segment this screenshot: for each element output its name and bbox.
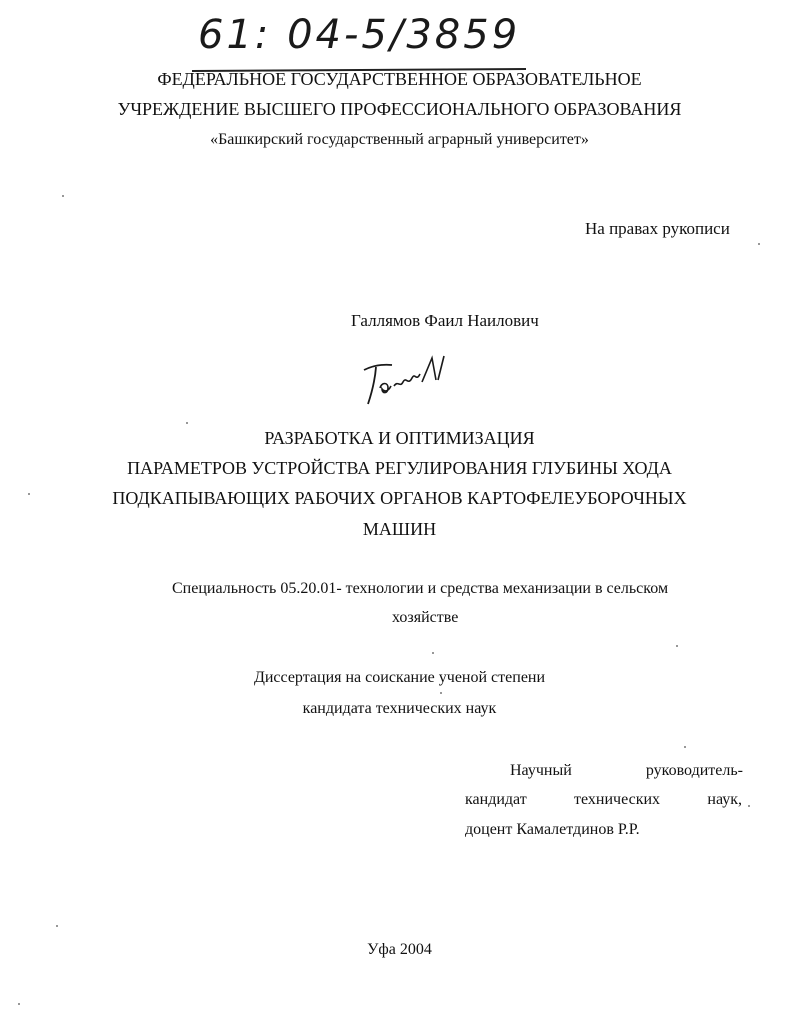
author-name: Галлямов Фаил Наилович — [351, 311, 539, 330]
supervisor-word: технических — [574, 791, 661, 808]
scan-speck — [676, 645, 678, 647]
supervisor-word: руководитель- — [645, 762, 743, 779]
supervisor-row-3: доцент Камалетдинов Р.Р. — [465, 821, 640, 838]
degree-line-2: кандидата технических наук — [302, 700, 497, 717]
specialty-line-2: хозяйстве — [392, 609, 459, 626]
scan-speck — [62, 195, 64, 197]
supervisor-word: Научный — [510, 762, 572, 779]
scan-speck — [186, 422, 188, 424]
scan-speck — [432, 652, 434, 654]
specialty-line-1: Специальность 05.20.01- технологии и средства механизации в сельском — [172, 580, 669, 597]
scan-speck — [56, 925, 58, 927]
scan-speck — [684, 746, 686, 748]
rights-note: На правах рукописи — [585, 219, 730, 238]
scan-speck — [440, 692, 442, 694]
supervisor-word: кандидат — [465, 791, 527, 808]
title-line-2: ПАРАМЕТРОВ УСТРОЙСТВА РЕГУЛИРОВАНИЯ ГЛУБИНЫ ХОДА — [127, 458, 672, 478]
scan-speck — [758, 243, 760, 245]
place-year: Уфа 2004 — [367, 941, 432, 958]
supervisor-row-2 — [465, 791, 742, 809]
institution-line-2: УЧРЕЖДЕНИЕ ВЫСШЕГО ПРОФЕССИОНАЛЬНОГО ОБРАЗОВАНИЯ — [117, 99, 682, 119]
author-signature — [358, 352, 450, 410]
scan-speck — [18, 1003, 20, 1005]
archive-number: 61: 04-5/3859 — [198, 12, 521, 58]
title-line-4: МАШИН — [362, 519, 437, 539]
scan-speck — [748, 805, 750, 807]
institution-line-1: ФЕДЕРАЛЬНОЕ ГОСУДАРСТВЕННОЕ ОБРАЗОВАТЕЛЬНОЕ — [157, 69, 642, 89]
title-line-3: ПОДКАПЫВАЮЩИХ РАБОЧИХ ОРГАНОВ КАРТОФЕЛЕУБОРОЧНЫХ — [112, 488, 687, 508]
title-line-1: РАЗРАБОТКА И ОПТИМИЗАЦИЯ — [264, 428, 535, 448]
supervisor-word: наук, — [707, 791, 742, 808]
supervisor-row-1 — [510, 762, 743, 780]
degree-line-1: Диссертация на соискание ученой степени — [253, 669, 546, 686]
institution-name: «Башкирский государственный аграрный университет» — [210, 131, 589, 148]
scan-speck — [28, 493, 30, 495]
